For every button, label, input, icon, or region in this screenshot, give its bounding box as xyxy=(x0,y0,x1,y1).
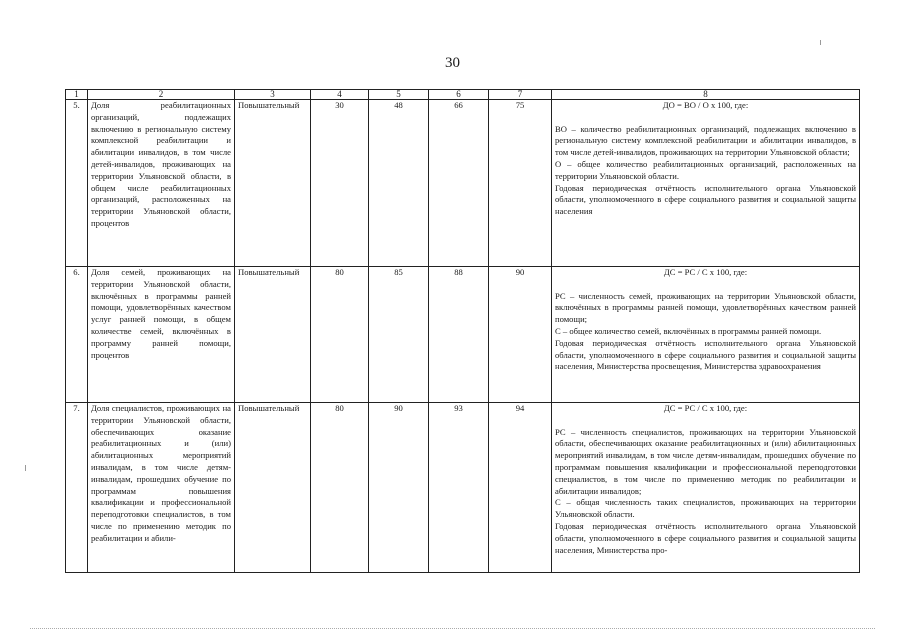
data-source: Годовая периодическая отчётность исполнительного органа Ульяновской области, уполномоченного в сфере социального развития и социальной защиты населения, Министерства про- xyxy=(555,520,856,555)
indicator-name: Доля реабилитационных организаций, подлежащих включению в региональную систему комплексной реабилитации и абилитации инвалидов, в том числе детей-инвалидов, проживающих на территории Ульяновской области, в общем числе реабилитационных организаций, расположенных на территории Ульяновской области, процентов xyxy=(88,100,235,267)
indicator-name xyxy=(88,403,235,573)
row-number: 5. xyxy=(66,100,88,267)
column-header: 8 xyxy=(552,90,860,100)
formula-description: РС – численность специалистов, проживающих на территории Ульяновской области, обеспечивающих оказание реабилитационных и (или) абилитационных мероприятий инвалидам, в том числе детям-инвалидам, прошедших обучение по программам повышения квалификации и профессиональной переподготовки специалистов, в том числе по применению методик по реабилитации и абилитации инвалидов; xyxy=(555,426,856,496)
table-row xyxy=(66,100,860,267)
formula-description: О – общее количество реабилитационных организаций, расположенных на территории Ульяновской области. xyxy=(555,158,856,181)
column-header: 7 xyxy=(489,90,552,100)
scan-noise-line xyxy=(30,628,875,630)
indicator-name-text: Доля специалистов, проживающих на территории Ульяновской области, обеспечивающих оказание реабилитационных и (или) абилитационных мероприятий инвалидам, в том числе детям-инвалидам, прошедших обучение по программам повышения квалификации и профессиональной переподготовки специалистов, в том числе по применению методик по реабилитации и абили- xyxy=(91,403,231,543)
scan-speck xyxy=(25,465,26,471)
value-cell: 88 xyxy=(429,267,489,403)
methodology-cell xyxy=(552,100,860,267)
formula-description: С – общее количество семей, включённых в программы ранней помощи. xyxy=(555,325,822,336)
value-cell: 90 xyxy=(489,267,552,403)
row-number: 7. xyxy=(66,403,88,573)
value-cell: 93 xyxy=(429,403,489,573)
value-cell: 66 xyxy=(429,100,489,267)
value-cell: 75 xyxy=(489,100,552,267)
formula-description: ВО – количество реабилитационных организаций, подлежащих включению в региональную систему комплексной реабилитации и абилитации инвалидов, в том числе детей-инвалидов, проживающих на территории Ульяновской области; xyxy=(555,123,856,158)
indicator-type: Повышательный xyxy=(235,267,311,403)
formula: ДС = РС / С х 100, где: xyxy=(663,267,748,277)
column-header: 6 xyxy=(429,90,489,100)
table-row xyxy=(66,267,860,403)
column-header: 2 xyxy=(88,90,235,100)
column-header: 4 xyxy=(311,90,369,100)
row-number: 6. xyxy=(66,267,88,403)
column-header: 3 xyxy=(235,90,311,100)
methodology-cell xyxy=(552,403,860,573)
value-cell: 30 xyxy=(311,100,369,267)
value-cell: 85 xyxy=(369,267,429,403)
indicator-type: Повышательный xyxy=(235,100,311,267)
value-cell: 94 xyxy=(489,403,552,573)
value-cell: 80 xyxy=(311,267,369,403)
formula-description: С – общая численность таких специалистов, проживающих на территории Ульяновской области. xyxy=(555,497,856,520)
methodology-cell xyxy=(552,267,860,403)
indicator-type: Повышательный xyxy=(235,403,311,573)
table-header-row xyxy=(66,90,860,100)
table-row xyxy=(66,403,860,573)
data-source: Годовая периодическая отчётность исполнительного органа Ульяновской области, уполномоченного в сфере социального развития и социальной защиты населения, Министерства просвещения, Министерства здравоохранения xyxy=(555,337,856,372)
data-source: Годовая периодическая отчётность исполнительного органа Ульяновской области, уполномоченного в сфере социального развития и социальной защиты населения xyxy=(555,182,856,217)
indicator-name: Доля семей, проживающих на территории Ульяновской области, включённых в программы ранней помощи, удовлетворённых качеством услуг ранней помощи, в общем количестве семей, включённых в программу ранней помощи, процентов xyxy=(88,267,235,403)
value-cell: 80 xyxy=(311,403,369,573)
formula-description: РС – численность семей, проживающих на территории Ульяновской области, включённых в программы ранней помощи, удовлетворённых качеством ранней помощи; xyxy=(555,290,856,325)
formula: ДО = ВО / О х 100, где: xyxy=(662,100,749,110)
column-header: 1 xyxy=(66,90,88,100)
column-header: 5 xyxy=(369,90,429,100)
scan-speck xyxy=(820,40,821,45)
indicators-table xyxy=(65,89,860,573)
value-cell: 90 xyxy=(369,403,429,573)
formula: ДС = РС / С х 100, где: xyxy=(663,403,748,413)
page-number: 30 xyxy=(445,55,460,71)
value-cell: 48 xyxy=(369,100,429,267)
